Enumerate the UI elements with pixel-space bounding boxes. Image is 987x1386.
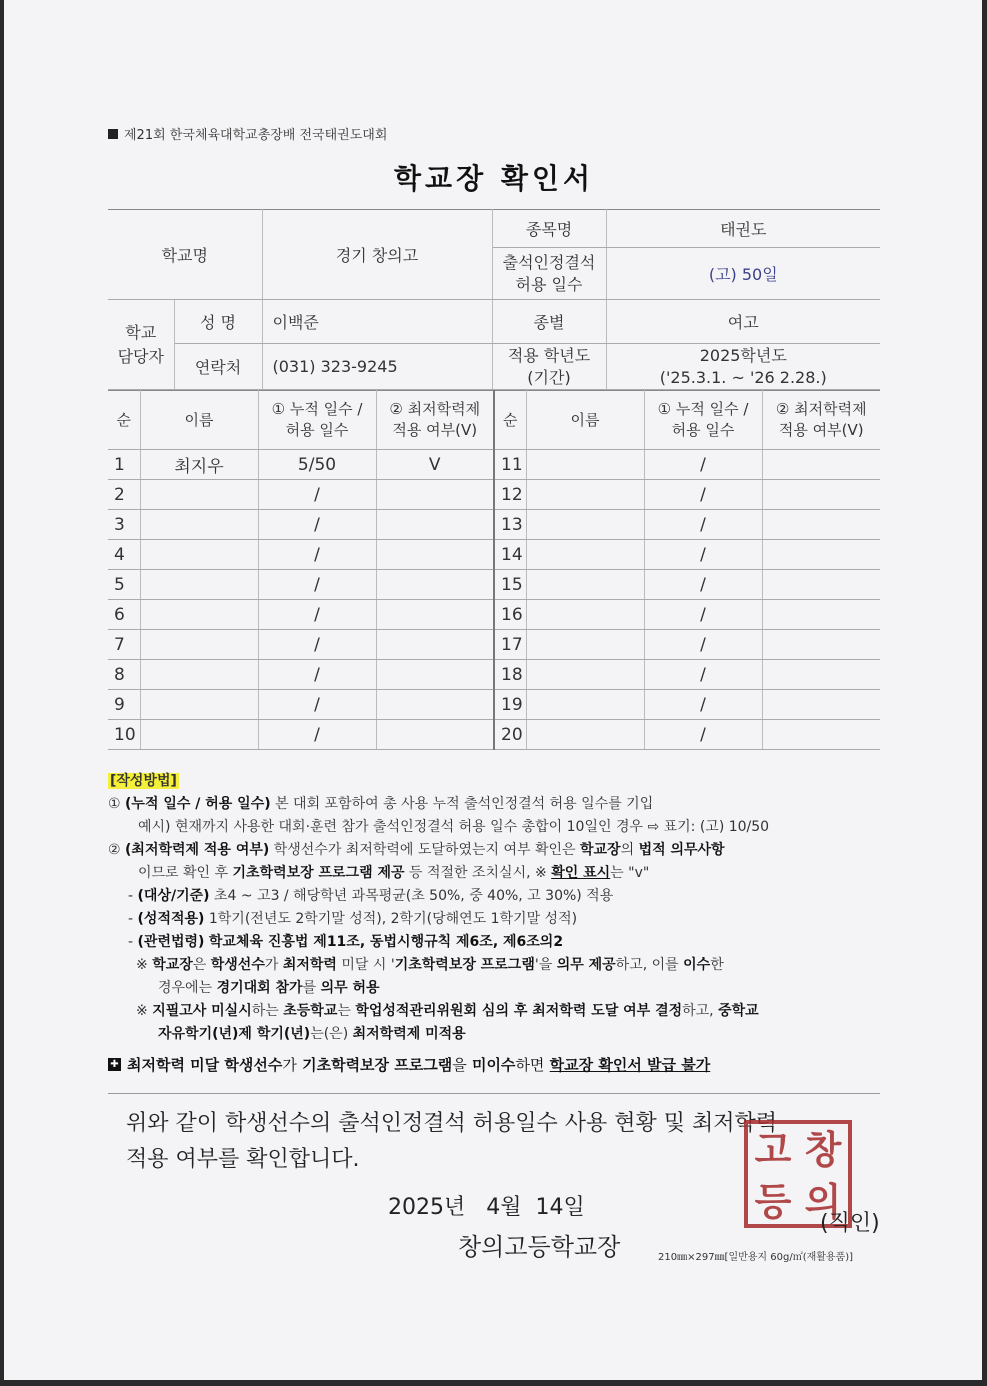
row-no: 4 <box>108 540 140 570</box>
row-name <box>526 630 644 660</box>
row-check <box>762 540 880 570</box>
year-value-line1: 2025학년도 <box>699 345 787 365</box>
row-no: 19 <box>494 690 526 720</box>
row-no: 9 <box>108 690 140 720</box>
guide-note-2-g: 하고, <box>682 1003 714 1019</box>
document-content <box>108 124 880 1262</box>
guide-note-1-cont <box>108 977 880 1000</box>
row-name <box>526 660 644 690</box>
row-no: 5 <box>108 570 140 600</box>
guide-item-2 <box>108 839 880 862</box>
guide-note-2-a: ※ <box>136 1003 148 1019</box>
guide-item-2-text-a: 학생선수가 최저학력에 도달하였는지 여부 확인은 <box>273 842 576 858</box>
row-days: / <box>644 510 762 540</box>
guide-detail-3-text: 학교체육 진흥법 제11조, 동법시행규칙 제6조, 제6조의2 <box>208 934 564 950</box>
guide-note-1-g: 미달 시 ' <box>341 957 395 973</box>
guide-item-1-num: ① <box>108 796 121 812</box>
guide-item-2-bold: (최저학력제 적용 여부) <box>125 842 270 858</box>
final-a: 최저학력 미달 학생선수 <box>127 1056 283 1074</box>
info-table <box>108 209 880 390</box>
final-g: 학교장 확인서 발급 불가 <box>549 1056 711 1074</box>
guide-note-1-cont-c: 를 <box>302 980 317 996</box>
absence-label-line2: 허용 일수 <box>515 274 583 294</box>
row-name <box>526 540 644 570</box>
guide-item-2-cont <box>108 862 880 885</box>
row-name <box>140 690 258 720</box>
document-page <box>4 0 982 1380</box>
guide-detail-1-text: 초4 ~ 고3 / 해당학년 과목평균(초 50%, 중 40%, 고 30%) 적용 <box>213 888 614 904</box>
table-row <box>108 600 880 630</box>
col-name-left: 이름 <box>140 391 258 450</box>
row-no: 17 <box>494 630 526 660</box>
row-name <box>140 720 258 750</box>
guide-note-2-cont-c: 최저학력제 미적용 <box>352 1026 466 1042</box>
sport-label: 종목명 <box>492 210 606 248</box>
guide-note-2-cont-b: 는(은) <box>310 1026 349 1042</box>
guide-note-2-f: 학업성적관리위원회 심의 후 최저학력 도달 여부 결정 <box>355 1003 683 1019</box>
row-no: 13 <box>494 510 526 540</box>
contact-value: (031) 323-9245 <box>262 344 492 390</box>
col-check-right-2: 적용 여부(V) <box>778 421 864 439</box>
row-check <box>376 540 494 570</box>
col-days-left-2: 허용 일수 <box>285 421 349 439</box>
col-check-left <box>376 391 494 450</box>
row-no: 20 <box>494 720 526 750</box>
row-no: 8 <box>108 660 140 690</box>
row-no: 14 <box>494 540 526 570</box>
guide-item-1 <box>108 793 880 816</box>
guide-note-1-a: ※ <box>136 957 148 973</box>
guide-item-2-num: ② <box>108 842 121 858</box>
col-days-left <box>258 391 376 450</box>
col-check-right-1: ② 최저학력제 <box>775 400 867 418</box>
writing-guide <box>108 770 880 1046</box>
row-no: 6 <box>108 600 140 630</box>
guide-note-2-d: 초등학교 <box>283 1003 338 1019</box>
row-no: 3 <box>108 510 140 540</box>
guide-note-1-k: 하고, 이를 <box>615 957 679 973</box>
guide-item-2-bold-h: 확인 표시 <box>551 865 611 881</box>
guide-note-1 <box>108 954 880 977</box>
col-days-left-1: ① 누적 일수 / <box>271 400 363 418</box>
row-days: 5/50 <box>258 450 376 480</box>
row-check <box>376 600 494 630</box>
row-name <box>140 510 258 540</box>
row-no: 1 <box>108 450 140 480</box>
final-warning <box>108 1054 880 1075</box>
row-name <box>140 480 258 510</box>
final-c: 기초학력보장 프로그램 <box>302 1056 453 1074</box>
row-days: / <box>644 660 762 690</box>
row-days: / <box>258 570 376 600</box>
row-no: 10 <box>108 720 140 750</box>
guide-detail-1: - (대상/기준) 초4 ~ 고3 / 해당학년 과목평균(초 50%, 중 40%, 고 30%) 적용 <box>128 888 614 904</box>
event-line <box>108 124 880 143</box>
row-check <box>762 630 880 660</box>
row-check <box>376 630 494 660</box>
name-value: 이백준 <box>262 300 492 344</box>
guide-note-1-cont-b: 경기대회 참가 <box>216 980 303 996</box>
row-name <box>140 570 258 600</box>
row-no: 18 <box>494 660 526 690</box>
guide-note-2-cont-a: 자유학기(년)제 학기(년) <box>158 1026 311 1042</box>
row-no: 11 <box>494 450 526 480</box>
final-warning-text <box>127 1054 710 1075</box>
guide-item-2-bold-f: 기초학력보장 프로그램 제공 <box>232 865 405 881</box>
guide-note-1-i: '을 <box>534 957 553 973</box>
principal-signature: 창의고등학교장 <box>458 1233 621 1261</box>
row-name <box>140 660 258 690</box>
row-days: / <box>258 690 376 720</box>
row-days: / <box>258 480 376 510</box>
col-days-right <box>644 391 762 450</box>
col-check-right <box>762 391 880 450</box>
table-row <box>108 540 880 570</box>
guide-note-1-h: 기초학력보장 프로그램 <box>394 957 535 973</box>
guide-detail-2: - (성적적용) 1학기(전년도 2학기말 성적), 2학기(당해연도 1학기말 성적) <box>128 911 578 927</box>
row-check <box>376 570 494 600</box>
row-days: / <box>258 540 376 570</box>
guide-note-1-cont-d: 의무 허용 <box>320 980 380 996</box>
year-label-line2: (기간) <box>527 367 571 387</box>
row-check <box>762 480 880 510</box>
row-name <box>140 540 258 570</box>
table-row <box>108 690 880 720</box>
student-list-table <box>108 390 880 750</box>
row-days: / <box>644 540 762 570</box>
checkbox-square-icon: ✚ <box>108 1058 121 1071</box>
guide-item-2-text-g: 등 적절한 조치실시, ※ <box>409 865 547 881</box>
square-bullet-icon <box>108 129 118 139</box>
final-e: 미이수 <box>471 1056 516 1074</box>
guide-item-1-bold: (누적 일수 / 허용 일수) <box>125 796 271 812</box>
guide-note-2-e: 는 <box>337 1003 351 1019</box>
seal-char-2: 창 <box>804 1128 842 1172</box>
row-check <box>762 600 880 630</box>
row-days: / <box>258 600 376 630</box>
row-check <box>376 480 494 510</box>
row-no: 2 <box>108 480 140 510</box>
absence-value: (고) 50일 <box>606 248 880 300</box>
absence-label-line1: 출석인정결석 <box>502 252 596 272</box>
guide-note-2-c: 하는 <box>251 1003 279 1019</box>
guide-note-1-l: 이수 <box>683 957 711 973</box>
absence-label <box>492 248 606 300</box>
guide-note-1-j: 의무 제공 <box>556 957 616 973</box>
table-row <box>108 480 880 510</box>
contact-label: 연락처 <box>174 344 262 390</box>
list-header-row <box>108 391 880 450</box>
col-days-right-1: ① 누적 일수 / <box>657 400 749 418</box>
guide-note-2-b: 지필고사 미실시 <box>152 1003 252 1019</box>
row-days: / <box>258 660 376 690</box>
row-days: / <box>644 570 762 600</box>
row-name <box>526 570 644 600</box>
table-row <box>108 630 880 660</box>
year-value <box>606 344 880 390</box>
row-name <box>526 510 644 540</box>
col-check-left-1: ② 최저학력제 <box>389 400 481 418</box>
guide-item-1-text: 본 대회 포함하여 총 사용 누적 출석인정결석 허용 일수를 기입 <box>275 796 654 812</box>
manager-label-line1: 학교 <box>125 322 157 342</box>
row-name <box>526 480 644 510</box>
guide-note-2-h: 중학교 <box>718 1003 759 1019</box>
guide-item-2-bold-b: 학교장 <box>580 842 621 858</box>
guide-item-2-text-i: 는 "v" <box>610 865 650 881</box>
table-row <box>108 450 880 480</box>
guide-item-2-text-c: 의 <box>620 842 635 858</box>
guide-note-1-b: 학교장 <box>152 957 193 973</box>
issue-date: 2025년 4월 14일 <box>388 1195 585 1220</box>
guide-detail-1-bold: (대상/기준) <box>137 888 210 904</box>
col-days-right-2: 허용 일수 <box>671 421 735 439</box>
row-days: / <box>644 720 762 750</box>
final-f: 하면 <box>515 1056 545 1074</box>
table-row <box>108 570 880 600</box>
row-check <box>762 690 880 720</box>
row-days: / <box>644 690 762 720</box>
row-days: / <box>258 630 376 660</box>
guide-note-1-d: 학생선수 <box>210 957 265 973</box>
row-check: V <box>376 450 494 480</box>
seal-char-4: 의 <box>804 1180 842 1224</box>
category-value: 여고 <box>606 300 880 344</box>
row-days: / <box>644 480 762 510</box>
guide-note-2-cont <box>108 1023 880 1046</box>
school-label: 학교명 <box>108 210 262 300</box>
row-check <box>376 720 494 750</box>
guide-heading: [작성방법] <box>110 773 177 789</box>
col-check-left-2: 적용 여부(V) <box>392 421 478 439</box>
event-name: 제21회 한국체육대학교총장배 전국태권도대회 <box>124 128 388 143</box>
year-label-line1: 적용 학년도 <box>507 345 591 365</box>
table-row <box>108 510 880 540</box>
guide-detail-2-bold: (성적적용) <box>137 911 205 927</box>
row-days: / <box>644 630 762 660</box>
row-check <box>762 450 880 480</box>
seal-char-3: 등 <box>754 1180 792 1224</box>
table-row <box>108 720 880 750</box>
divider <box>108 1093 880 1094</box>
row-check <box>762 660 880 690</box>
row-no: 12 <box>494 480 526 510</box>
row-name: 최지우 <box>140 450 258 480</box>
row-days: / <box>644 600 762 630</box>
row-no: 15 <box>494 570 526 600</box>
final-d: 을 <box>452 1056 467 1074</box>
seal-mark-label: (직인) <box>820 1211 880 1236</box>
col-name-right: 이름 <box>526 391 644 450</box>
row-no: 7 <box>108 630 140 660</box>
manager-label-line2: 담당자 <box>117 346 164 366</box>
row-name <box>140 600 258 630</box>
row-no: 16 <box>494 600 526 630</box>
col-no-left: 순 <box>108 391 140 450</box>
guide-note-1-c: 은 <box>192 957 207 973</box>
row-days: / <box>258 510 376 540</box>
guide-item-1-example: 예시) 현재까지 사용한 대회·훈련 참가 출석인정결석 허용 일수 총합이 10일인 경우 ⇨ 표기: (고) 10/50 <box>138 819 770 835</box>
row-check <box>376 510 494 540</box>
guide-note-1-e: 가 <box>264 957 279 973</box>
row-days: / <box>644 450 762 480</box>
guide-detail-3-bold: (관련법령) <box>137 934 205 950</box>
guide-note-1-m: 한 <box>710 957 724 973</box>
sport-value: 태권도 <box>606 210 880 248</box>
guide-item-2-text-e: 이므로 확인 후 <box>138 865 229 881</box>
seal-char-1: 고 <box>754 1128 792 1172</box>
row-name <box>526 600 644 630</box>
row-check <box>762 570 880 600</box>
guide-item-2-bold-d: 법적 의무사항 <box>638 842 725 858</box>
manager-label <box>108 300 174 390</box>
school-value: 경기 창의고 <box>262 210 492 300</box>
row-check <box>376 690 494 720</box>
paper-spec-note: 210㎜×297㎜[일반용지 60g/㎡(재활용품)] <box>658 1252 854 1263</box>
year-value-line2: ('25.3.1. ~ '26 2.28.) <box>659 367 827 387</box>
final-b: 가 <box>282 1056 297 1074</box>
name-label: 성 명 <box>174 300 262 344</box>
row-check <box>376 660 494 690</box>
row-name <box>526 720 644 750</box>
guide-note-1-cont-a: 경우에는 <box>158 980 213 996</box>
confirmation-line-1: 위와 같이 학생선수의 출석인정결석 허용일수 사용 현황 및 최저학력 <box>126 1111 778 1136</box>
confirmation-line-2: 적용 여부를 확인합니다. <box>126 1147 360 1172</box>
guide-detail-2-text: 1학기(전년도 2학기말 성적), 2학기(당해연도 1학기말 성적) <box>208 911 578 927</box>
guide-note-2 <box>108 1000 880 1023</box>
row-name <box>526 690 644 720</box>
table-row <box>108 660 880 690</box>
row-check <box>762 510 880 540</box>
year-label <box>492 344 606 390</box>
guide-note-1-f: 최저학력 <box>282 957 337 973</box>
row-days: / <box>258 720 376 750</box>
col-no-right: 순 <box>494 391 526 450</box>
guide-detail-3: - (관련법령) 학교체육 진흥법 제11조, 동법시행규칙 제6조, 제6조의2 <box>128 934 564 950</box>
category-label: 종별 <box>492 300 606 344</box>
row-name <box>526 450 644 480</box>
document-title: 학교장 확인서 <box>393 162 595 195</box>
row-check <box>762 720 880 750</box>
row-name <box>140 630 258 660</box>
